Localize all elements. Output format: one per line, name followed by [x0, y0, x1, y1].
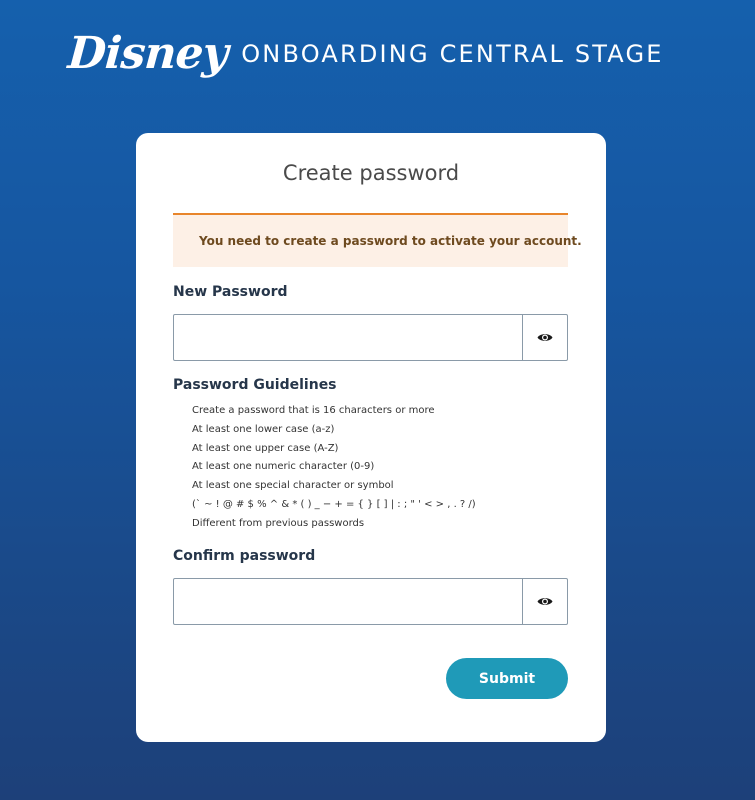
guideline-item: At least one upper case (A-Z): [192, 442, 339, 454]
guideline-item: (` ~ ! @ # $ % ^ & * ( ) _ − + = { } [ ] | : ; " ' < > , . ? /): [192, 498, 476, 510]
show-confirm-password-button[interactable]: [522, 579, 567, 624]
new-password-label: New Password: [173, 284, 288, 300]
eye-icon: [537, 596, 553, 607]
new-password-field: [173, 314, 568, 361]
confirm-password-field: [173, 578, 568, 625]
app-title: ONBOARDING CENTRAL STAGE: [241, 40, 664, 68]
create-password-card: [136, 133, 606, 742]
new-password-input[interactable]: [174, 315, 522, 360]
card-title: Create password: [282, 161, 460, 185]
guideline-item: At least one lower case (a-z): [192, 423, 335, 435]
eye-icon: [537, 332, 553, 343]
guideline-item: Different from previous passwords: [192, 517, 365, 529]
confirm-password-input[interactable]: [174, 579, 522, 624]
alert-message: You need to create a password to activate your account.: [199, 234, 582, 248]
disney-logo: Disney: [66, 28, 230, 79]
show-new-password-button[interactable]: [522, 315, 567, 360]
guideline-item: At least one numeric character (0-9): [192, 461, 375, 473]
confirm-password-label: Confirm password: [173, 548, 316, 564]
submit-button[interactable]: Submit: [446, 658, 568, 699]
guidelines-title: Password Guidelines: [173, 377, 337, 393]
password-guidelines-list: [192, 402, 476, 534]
page-header: [68, 22, 688, 86]
activation-alert: [173, 213, 582, 267]
guideline-item: At least one special character or symbol: [192, 480, 394, 492]
guideline-item: Create a password that is 16 characters or more: [192, 405, 435, 416]
